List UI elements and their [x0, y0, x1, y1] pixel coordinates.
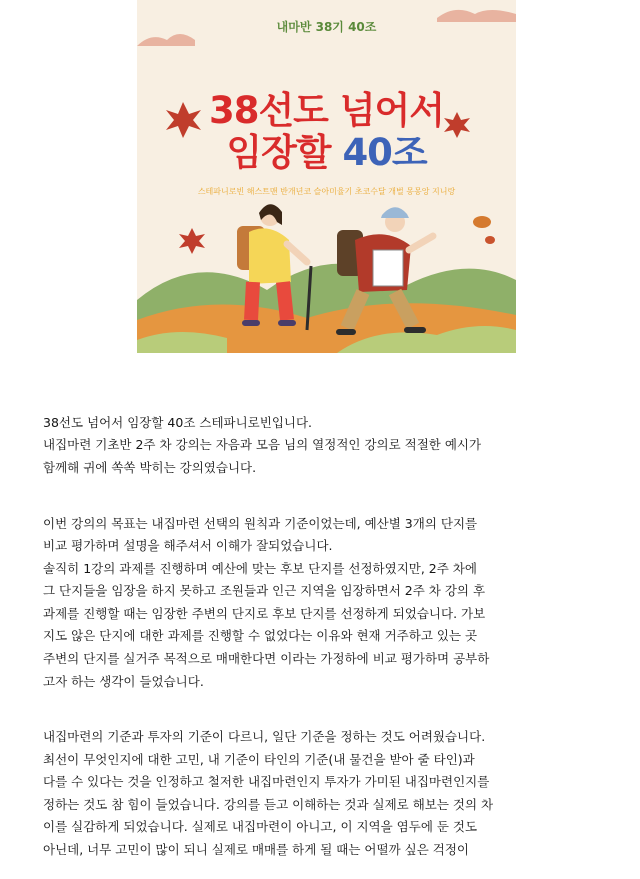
hiking-illustration: [137, 0, 516, 353]
paragraph-line: 비교 평가하며 설명을 해주셔서 이해가 잘되었습니다.: [43, 538, 333, 553]
poster-title-highlight: 40조: [342, 131, 427, 174]
paragraph-line: 고자 하는 생각이 들었습니다.: [43, 674, 204, 689]
poster-member-names: 스테파니로빈 해스트맨 반개년코 슬아미율기 초코수달 개벌 몽몽앙 지니랑: [197, 187, 456, 196]
paragraph-line: 내집마련의 기준과 투자의 기준이 다르니, 일단 기준을 정하는 것도 어려웠습니다.: [43, 729, 486, 744]
paragraph-line: 솔직히 1강의 과제를 진행하며 예산에 맞는 후보 단지를 선정하였지만, 2주 차에: [43, 561, 477, 576]
banner-poster: [137, 0, 516, 353]
paragraph-line: 38선도 넘어서 임장할 40조 스테파니로빈입니다.: [43, 415, 313, 430]
paragraph-line: 정하는 것도 참 힘이 들었습니다. 강의를 듣고 이해하는 것과 실제로 해보는 것의 차: [43, 797, 494, 812]
paragraph-line: 이를 실감하게 되었습니다. 실제로 내집마련이 아니고, 이 지역을 염두에 둔 것도: [43, 819, 478, 834]
paragraph-line: 최선이 무엇인지에 대한 고민, 내 기준이 타인의 기준(내 물건을 받아 줄 타인)과: [43, 752, 475, 767]
paragraph-line: 그 단지들을 임장을 하지 못하고 조원들과 인근 지역을 임장하면서 2주 차 강의 후: [43, 583, 486, 598]
poster-group-label: 내마반 38기 40조: [276, 20, 377, 34]
paragraph-line: 과제를 진행할 때는 임장한 주변의 단지로 후보 단지를 선정하게 되었습니다. 가보: [43, 606, 486, 621]
paragraph-line: 함께해 귀에 쏙쏙 박히는 강의였습니다.: [43, 460, 257, 475]
poster-title-line1: 38선도 넘어서: [208, 89, 445, 132]
paragraph-line: 아닌데, 너무 고민이 많이 되니 실제로 매매를 하게 될 때는 어떨까 싶은 걱정이: [43, 842, 469, 857]
poster-title-line2: [137, 122, 516, 176]
poster-title-prefix: 임장할: [226, 131, 343, 174]
paragraph-line: 이번 강의의 목표는 내집마련 선택의 원칙과 기준이었는데, 예산별 3개의 단지를: [43, 516, 478, 531]
paragraph-line: 지도 않은 단지에 대한 과제를 진행할 수 없었다는 이유와 현재 거주하고 있는 곳: [43, 628, 478, 643]
paragraph-line: 내집마련 기초반 2주 차 강의는 자음과 모음 님의 열정적인 강의로 적절한 예시가: [43, 437, 482, 452]
paragraph-line: 주변의 단지를 실거주 목적으로 매매한다면 이라는 가정하에 비교 평가하며 공부하: [43, 651, 490, 666]
paragraph-line: 다를 수 있다는 것을 인정하고 철저한 내집마련인지 투자가 가미된 내집마련인지를: [43, 774, 490, 789]
